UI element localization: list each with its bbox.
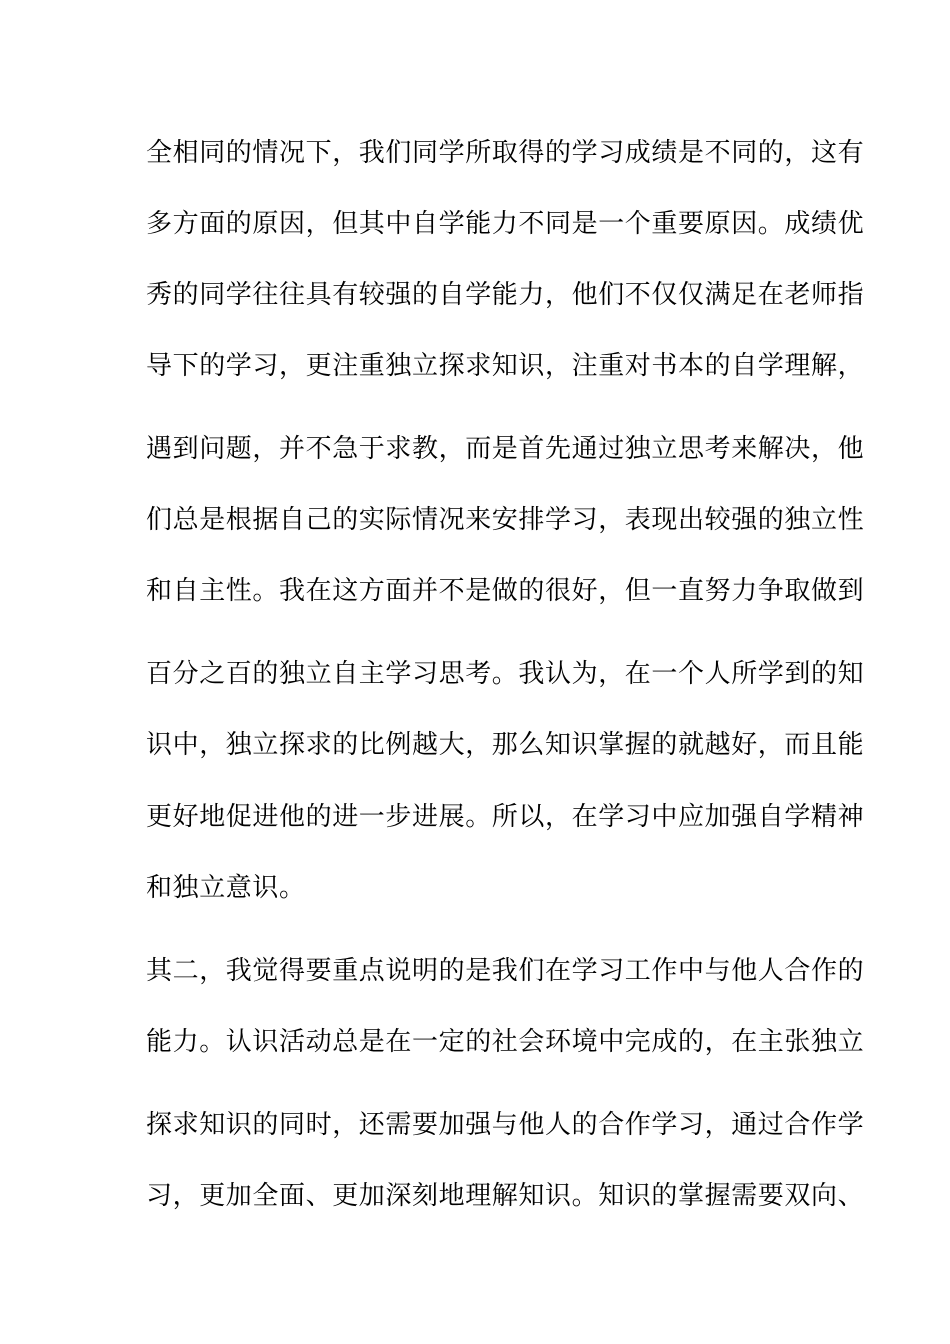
text-line: 们总是根据自己的实际情况来安排学习，表现出较强的独立性 [146, 505, 865, 535]
text-line: 导下的学习，更注重独立探求知识，注重对书本的自学理解， [146, 351, 865, 381]
text-line: 习，更加全面、更加深刻地理解知识。知识的掌握需要双向、 [146, 1181, 865, 1211]
text-line: 全相同的情况下，我们同学所取得的学习成绩是不同的，这有 [146, 138, 865, 168]
text-line: 多方面的原因，但其中自学能力不同是一个重要原因。成绩优 [146, 209, 865, 239]
text-line: 和自主性。我在这方面并不是做的很好，但一直努力争取做到 [146, 576, 865, 606]
text-line: 更好地促进他的进一步进展。所以，在学习中应加强自学精神 [146, 802, 865, 832]
text-line: 识中，独立探求的比例越大，那么知识掌握的就越好，而且能 [146, 730, 865, 760]
text-line: 秀的同学往往具有较强的自学能力，他们不仅仅满足在老师指 [146, 280, 865, 310]
text-line: 百分之百的独立自主学习思考。我认为，在一个人所学到的知 [146, 659, 865, 689]
text-line: 能力。认识活动总是在一定的社会环境中完成的，在主张独立 [146, 1027, 865, 1057]
text-line: 和独立意识。 [146, 873, 306, 903]
text-line: 遇到问题，并不急于求教，而是首先通过独立思考来解决，他 [146, 434, 865, 464]
text-line: 其二，我觉得要重点说明的是我们在学习工作中与他人合作的 [146, 956, 865, 986]
text-line: 探求知识的同时，还需要加强与他人的合作学习，通过合作学 [146, 1110, 865, 1140]
